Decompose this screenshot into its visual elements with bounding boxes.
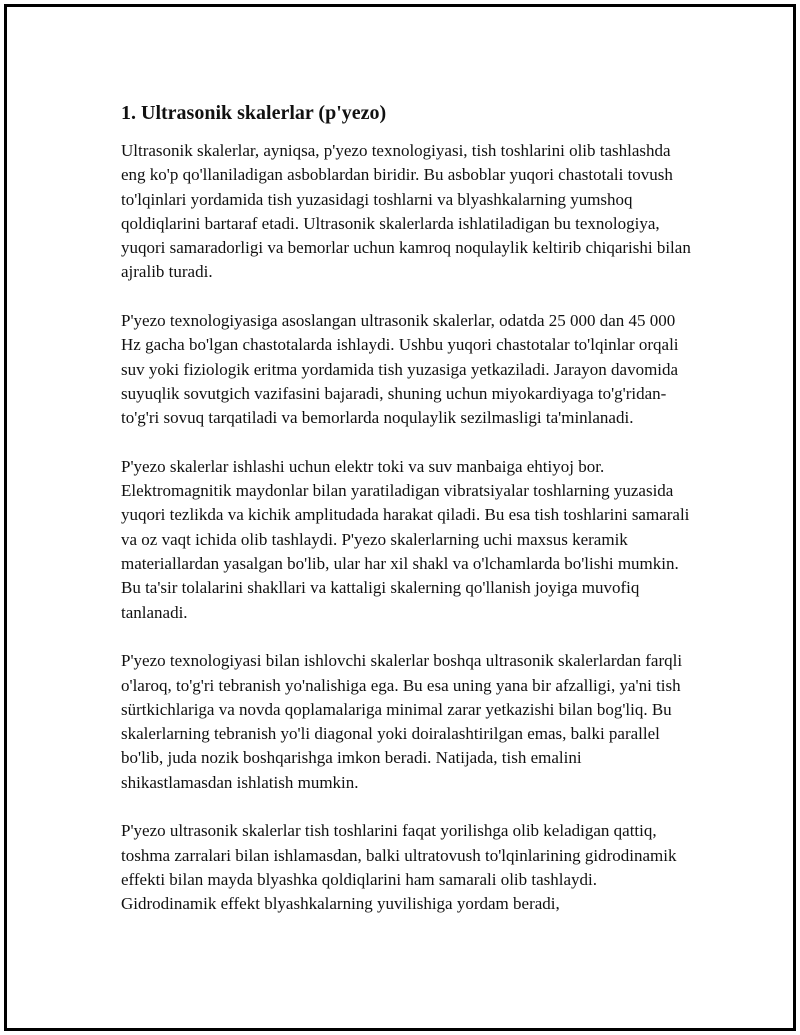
document-body — [121, 99, 693, 941]
paragraph-2: P'yezo texnologiyasiga asoslangan ultrasonik skalerlar, odatda 25 000 dan 45 000 Hz gacha bo'lgan chastotalarda ishlaydi. Ushbu yuqori chastotalar to'lqinlar orqali suv yoki fiziologik eritma yordamida tish yuzasiga yetkaziladi. Jarayon davomida suyuqlik sovutgich vazifasini bajaradi, shuning uchun miyokardiyaga to'g'ridan-to'g'ri sovuq tarqatiladi va bemorlarda noqulaylik sezilmasligi ta'minlanadi. — [121, 311, 679, 428]
paragraph-1: Ultrasonik skalerlar, ayniqsa, p'yezo texnologiyasi, tish toshlarini olib tashlashda eng ko'p qo'llaniladigan asboblardan biridir. Bu asboblar yuqori chastotali tovush to'lqinlari yordamida tish yuzasidagi toshlarni va blyashkalarning yumshoq qoldiqlarini bartaraf etadi. Ultrasonik skalerlarda ishlatiladigan bu texnologiya, yuqori samaradorligi va bemorlar uchun kamroq noqulaylik keltirib chiqarishi bilan ajralib turadi. — [121, 141, 691, 282]
paragraph-3: P'yezo skalerlar ishlashi uchun elektr toki va suv manbaiga ehtiyoj bor. Elektromagnitik maydonlar bilan yaratiladigan vibratsiyalar toshlarning yuzasida yuqori tezlikda va kichik amplitudada harakat qiladi. Bu esa tish toshlarini samarali va oz vaqt ichida olib tashlaydi. P'yezo skalerlarning uchi maxsus keramik materiallardan yasalgan bo'lib, ular har xil shakl va o'lchamlarda bo'lishi mumkin. Bu ta'sir tolalarini shakllari va kattaligi skalerning qo'llanish joyiga muvofiq tanlanadi. — [121, 456, 690, 622]
paragraph-4: P'yezo texnologiyasi bilan ishlovchi skalerlar boshqa ultrasonik skalerlardan farqli o'laroq, to'g'ri tebranish yo'nalishiga ega. Bu esa uning yana bir afzalligi, ya'ni tish sürtkichlariga va novda qoplamalariga minimal zarar yetkazishi bilan bog'liq. Bu skalerlarning tebranish yo'li diagonal yoki doiralashtirilgan emas, balki parallel bo'lib, juda nozik boshqarishga imkon beradi. Natijada, tish emalini shikastlamasdan ishlatish mumkin. — [121, 651, 683, 792]
page-frame — [4, 4, 796, 1031]
section-heading: 1. Ultrasonik skalerlar (p'yezo) — [121, 102, 387, 124]
paragraph-5: P'yezo ultrasonik skalerlar tish toshlarini faqat yorilishga olib keladigan qattiq, toshma zarralari bilan ishlamasdan, balki ultratovush to'lqinlarining gidrodinamik effekti bilan mayda blyashka qoldiqlarini ham samarali olib tashlaydi. Gidrodinamik effekt blyashkalarning yuvilishiga yordam beradi, — [121, 821, 677, 914]
